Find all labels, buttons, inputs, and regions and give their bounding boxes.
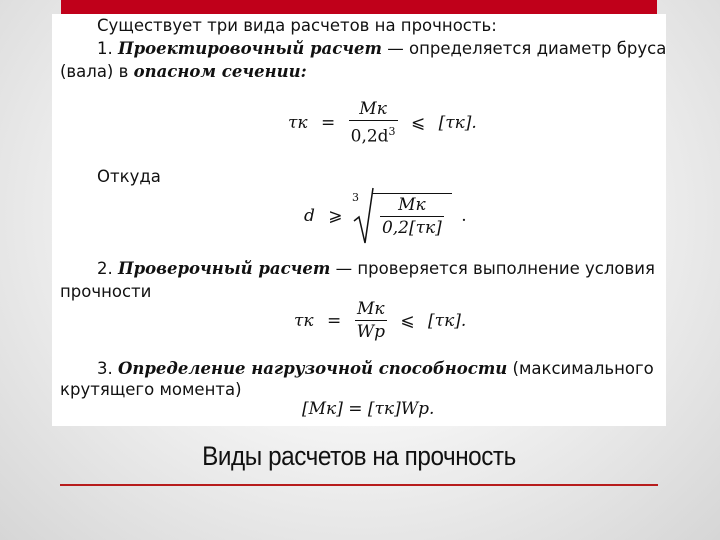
item3-line bbox=[97, 359, 654, 379]
item2-term: Проверочный расчет bbox=[118, 259, 331, 278]
formula3-rhs: [τк]. bbox=[428, 310, 467, 331]
scanned-textbook-page bbox=[52, 14, 666, 426]
formula1-lhs: τк bbox=[288, 112, 308, 133]
formula1-rhs: [τк]. bbox=[438, 112, 477, 133]
formula1-den-power: 3 bbox=[388, 125, 396, 138]
item1-line bbox=[97, 39, 666, 59]
title-underline bbox=[60, 484, 658, 486]
formula2-denominator: 0,2[τк] bbox=[381, 218, 442, 238]
formula2-period: . bbox=[461, 206, 467, 226]
item1-cont: (вала) в bbox=[60, 62, 134, 81]
item2-cont: прочности bbox=[60, 282, 152, 301]
intro-text: Существует три вида расчетов на прочность: bbox=[97, 16, 497, 35]
formula-design bbox=[284, 98, 481, 148]
otkuda-line bbox=[97, 167, 161, 187]
item1-description: — определяется диаметр бруса bbox=[382, 39, 666, 58]
item1-number: 1. bbox=[97, 39, 113, 58]
item3-number: 3. bbox=[97, 359, 113, 378]
formula1-fraction bbox=[349, 98, 398, 148]
formula2-lhs: d bbox=[304, 206, 315, 226]
formula1-denominator bbox=[349, 121, 398, 148]
item1-term: Проектировочный расчет bbox=[118, 39, 383, 58]
formula2-numerator: Mк bbox=[380, 194, 444, 217]
item2-line bbox=[97, 259, 655, 279]
formula1-relation: ⩽ bbox=[410, 112, 426, 133]
formula3-equals: = bbox=[326, 310, 342, 331]
formula3-numerator: Mк bbox=[355, 298, 387, 321]
item1-term2: опасном сечении: bbox=[133, 62, 307, 81]
item3-description: (максимального bbox=[507, 359, 654, 378]
root-index: 3 bbox=[351, 191, 359, 204]
formula1-den-base: 0,2d bbox=[350, 126, 389, 147]
slide-title: Виды расчетов на прочность bbox=[202, 441, 516, 471]
top-accent-bar bbox=[61, 0, 657, 14]
formula2-fraction bbox=[380, 194, 444, 239]
item1-line2 bbox=[60, 62, 307, 82]
formula3-fraction bbox=[355, 298, 387, 343]
formula-check bbox=[290, 298, 470, 343]
formula1-equals: = bbox=[320, 112, 336, 133]
item2-number: 2. bbox=[97, 259, 113, 278]
formula3-relation: ⩽ bbox=[400, 310, 415, 331]
formula4-text: [Mк] = [τк]Wp. bbox=[302, 399, 435, 419]
radicand bbox=[372, 193, 452, 239]
formula-diameter bbox=[300, 187, 471, 245]
item2-description: — проверяется выполнение условия bbox=[330, 259, 655, 278]
item3-cont: крутящего момента) bbox=[60, 380, 242, 399]
item2-line2 bbox=[60, 282, 151, 302]
item3-line2 bbox=[60, 380, 242, 400]
cube-root bbox=[352, 187, 452, 245]
otkuda-text: Откуда bbox=[97, 167, 161, 186]
formula-capacity bbox=[302, 399, 434, 419]
formula1-numerator: Mк bbox=[349, 98, 398, 121]
item3-term: Определение нагрузочной способности bbox=[118, 359, 508, 378]
formula3-lhs: τк bbox=[294, 310, 314, 331]
intro-line bbox=[97, 16, 497, 36]
formula2-relation: ⩾ bbox=[328, 206, 343, 226]
formula3-denominator: Wp bbox=[356, 322, 385, 342]
